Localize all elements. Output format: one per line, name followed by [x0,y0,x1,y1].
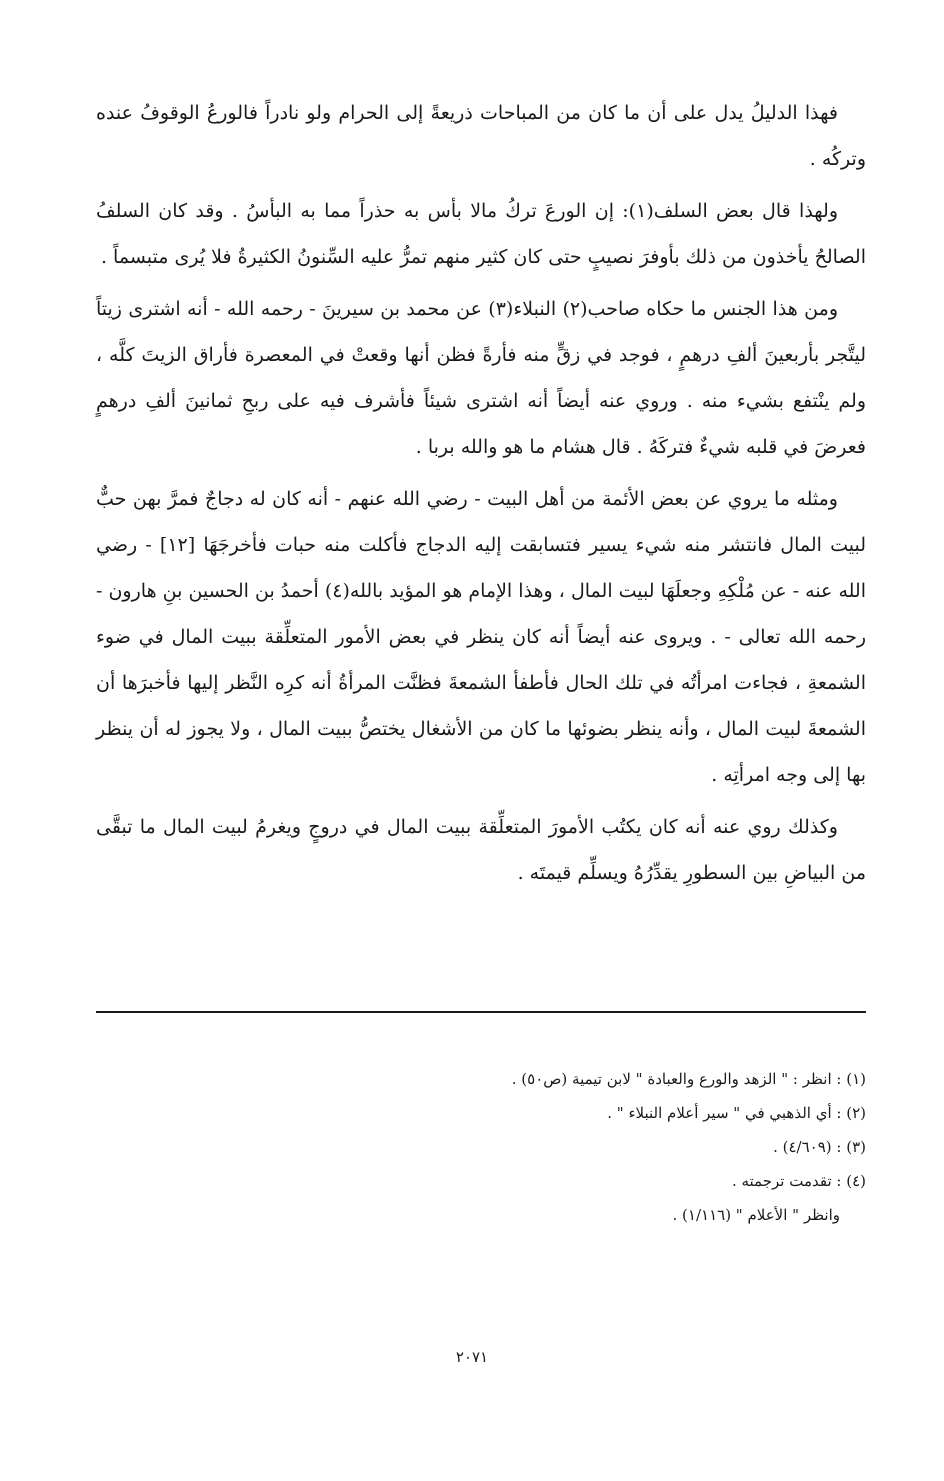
main-text [96,90,866,902]
footnote-4-continuation: وانظر " الأعلام " (١/١١٦) . [672,1206,840,1224]
footnotes [96,1062,866,1232]
footnote-4: (٤) : تقدمت ترجمته . [731,1172,866,1190]
footnote-2: (٢) : أي الذهبي في " سير أعلام النبلاء " . [607,1104,866,1122]
paragraph-1: فهذا الدليلُ يدل على أن ما كان من المباحات ذريعةً إلى الحرام ولو نادراً فالورعُ الوقوفُ عنده وتركُه . [96,102,866,170]
page-number: ٢٠٧١ [455,1348,489,1366]
footnote-divider [96,1011,866,1013]
paragraph-5: وكذلك روي عنه أنه كان يكتُب الأمورَ المتعلِّقة ببيت المال في دروجٍ ويغرمُ لبيت المال ما تبقَّى من البياضِ بين السطورِ يقدِّرُهُ ويسلِّم قيمتَه . [96,816,866,884]
footnote-3: (٣) : (٤/٦٠٩) . [773,1138,866,1156]
footnote-1: (١) : انظر : " الزهد والورع والعبادة " لابن تيمية (ص٥٠) . [511,1070,866,1088]
paragraph-3: ومن هذا الجنس ما حكاه صاحب(٢) النبلاء(٣) عن محمد بن سيرينَ - رحمه الله - أنه اشترى زيتاً ليتَّجر بأربعينَ ألفِ درهمٍ ، فوجد في زقٍّ منه فأرةً فظن أنها وقعتْ في المعصرة فأراق الزيتَ كلَّه ، ولم ينْتفع بشيء منه . وروي عنه أيضاً أنه اشترى شيئاً فأشرف فيه على ربحِ ثمانينَ ألفِ درهمٍ فعرضَ في قلبه شيءٌ فتركَهُ . قال هشام ما هو والله بربا . [96,298,866,458]
paragraph-2: ولهذا قال بعض السلف(١): إن الورعَ تركُ مالا بأس به حذراً مما به البأسُ . وقد كان السلفُ الصالحُ يأخذون من ذلك بأوفرَ نصيبٍ حتى كان كثير منهم تمرُّ عليه السِّنونُ الكثيرةُ فلا يُرى متبسماً . [96,200,866,268]
paragraph-4: ومثله ما يروي عن بعض الأئمة من أهل البيت - رضي الله عنهم - أنه كان له دجاجٌ فمرَّ بهن حبٌّ لبيت المال فانتشر منه شيء يسير فتسابقت إليه الدجاج فأكلت منه حبات فأخرجَهَا [١٢] - رضي الله عنه - عن مُلْكِهِ وجعلَهَا لبيت المال ، وهذا الإمام هو المؤيد بالله(٤) أحمدُ بن الحسين بنِ هارون - رحمه الله تعالى - . ويروى عنه أيضاً أنه كان ينظر في بعض الأمور المتعلِّقة ببيت المال في ضوء الشمعةِ ، فجاءت امرأتُه في تلك الحال فأطفأ الشمعةَ فظنَّت المرأةُ أنه كرِه النَّظر إليها فأخبرَها أن الشمعةَ لبيت المال ، وأنه ينظر بضوئها ما كان من الأشغال يختصُّ ببيت المال ، ولا يجوز له أن ينظر بها إلى وجه امرأتِه . [96,488,866,786]
